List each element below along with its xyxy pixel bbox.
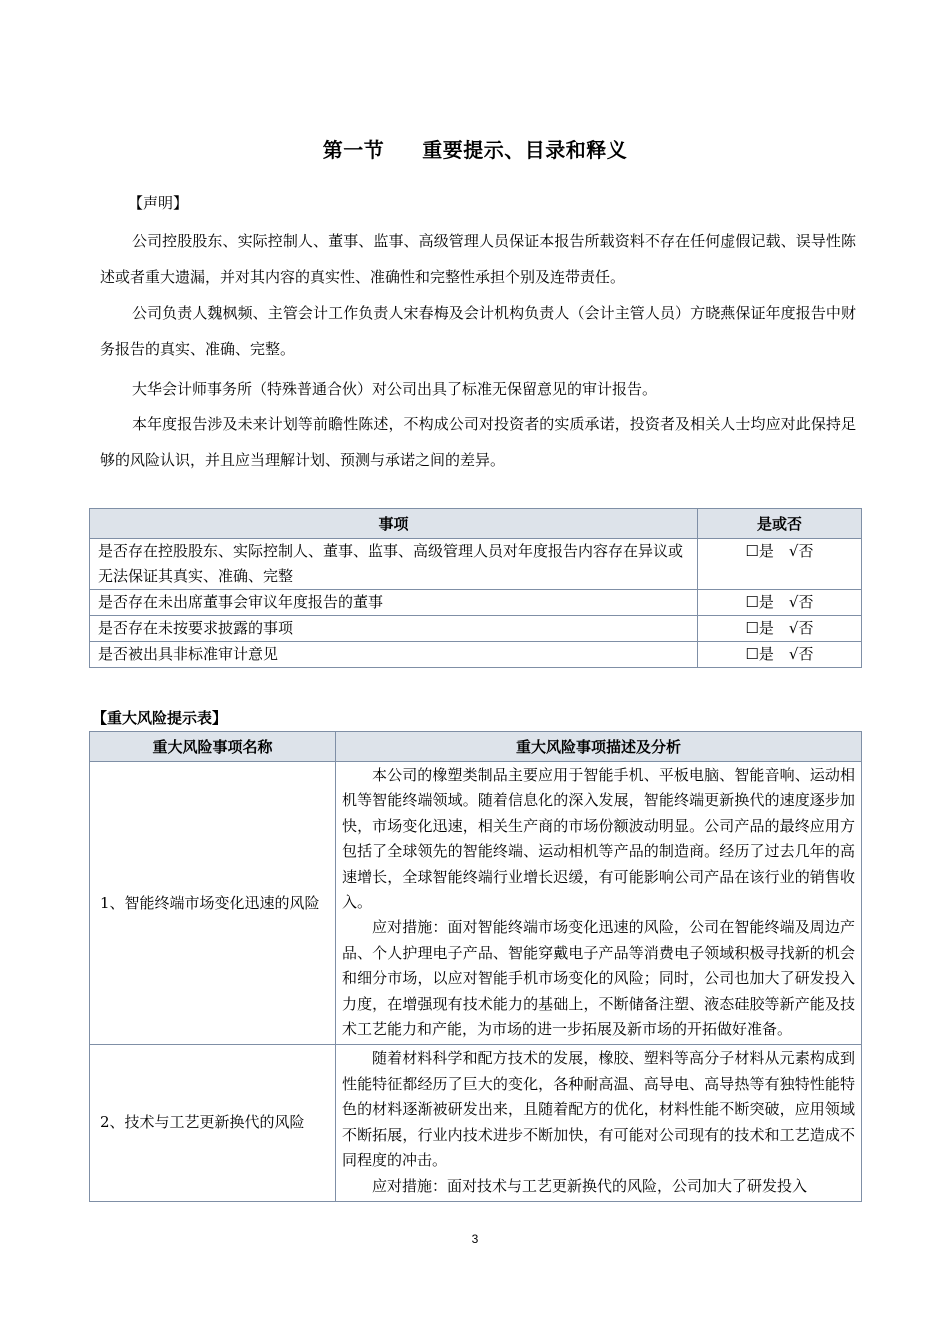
risk-table-heading: 【重大风险提示表】 [92, 709, 228, 727]
page-title [0, 134, 950, 163]
paragraph: 公司控股股东、实际控制人、董事、监事、高级管理人员保证本报告所载资料不存在任何虚假记载、误导性陈述或者重大遗漏，并对其内容的真实性、准确性和完整性承担个别及连带责任。 [100, 232, 856, 286]
matter-item: 是否被出具非标准审计意见 [90, 642, 698, 668]
matter-item: 是否存在未按要求披露的事项 [90, 616, 698, 642]
page-number: 3 [471, 1232, 479, 1246]
matter-answer: ☐是 √否 [698, 642, 862, 668]
table-row [90, 762, 862, 1045]
risk-response-paragraph: 应对措施：面对技术与工艺更新换代的风险，公司加大了研发投入 [372, 1176, 808, 1195]
risk-description-paragraph: 本公司的橡塑类制品主要应用于智能手机、平板电脑、智能音响、运动相机等智能终端领域。随着信息化的深入发展，智能终端更新换代的速度逐步加快，市场变化迅速，相关生产商的市场份额波动明显。公司产品的最终应用方包括了全球领先的智能终端、运动相机等产品的制造商。经历了过去几年的高速增长，全球智能终端行业增长迟缓，有可能影响公司产品在该行业的销售收入。 [342, 766, 855, 912]
paragraph: 公司负责人魏枫频、主管会计工作负责人宋春梅及会计机构负责人（会计主管人员）方晓燕保证年度报告中财务报告的真实、准确、完整。 [100, 304, 856, 358]
matter-item: 是否存在控股股东、实际控制人、董事、监事、高级管理人员对年度报告内容存在异议或无法保证其真实、准确、完整 [90, 539, 698, 590]
section-number: 第一节 [322, 138, 385, 162]
table-row [90, 590, 862, 616]
column-header: 重大风险事项名称 [90, 732, 336, 762]
matters-table [89, 508, 862, 668]
paragraph: 本年度报告涉及未来计划等前瞻性陈述，不构成公司对投资者的实质承诺，投资者及相关人士均应对此保持足够的风险认识，并且应当理解计划、预测与承诺之间的差异。 [100, 415, 856, 469]
table-row [90, 616, 862, 642]
risk-description-paragraph: 随着材料科学和配方技术的发展，橡胶、塑料等高分子材料从元素构成到性能特征都经历了巨大的变化，各种耐高温、高导电、高导热等有独特性能特色的材料逐渐被研发出来，且随着配方的优化，材料性能不断突破，应用领域不断拓展，行业内技术进步不断加快，有可能对公司现有的技术和工艺造成不同程度的冲击。 [342, 1049, 855, 1170]
risk-description [336, 1045, 862, 1201]
matter-item: 是否存在未出席董事会审议年度报告的董事 [90, 590, 698, 616]
matter-answer: ☐是 √否 [698, 590, 862, 616]
risk-name: 1、智能终端市场变化迅速的风险 [90, 762, 336, 1045]
table-header-row [90, 509, 862, 539]
column-header: 重大风险事项描述及分析 [336, 732, 862, 762]
matter-answer: ☐是 √否 [698, 539, 862, 590]
matter-answer: ☐是 √否 [698, 616, 862, 642]
column-header: 事项 [90, 509, 698, 539]
paragraph: 大华会计师事务所（特殊普通合伙）对公司出具了标准无保留意见的审计报告。 [132, 380, 658, 398]
table-row [90, 1045, 862, 1201]
table-header-row [90, 732, 862, 762]
column-header: 是或否 [698, 509, 862, 539]
risk-table [89, 731, 862, 1202]
risk-name: 2、技术与工艺更新换代的风险 [90, 1045, 336, 1201]
statement-heading: 【声明】 [128, 194, 189, 212]
table-row [90, 642, 862, 668]
risk-description [336, 762, 862, 1045]
risk-response-paragraph: 应对措施：面对智能终端市场变化迅速的风险，公司在智能终端及周边产品、个人护理电子产品、智能穿戴电子产品等消费电子领域积极寻找新的机会和细分市场，以应对智能手机市场变化的风险；同时，公司也加大了研发投入力度，在增强现有技术能力的基础上，不断储备注塑、液态硅胶等新产能及技术工艺能力和产能，为市场的进一步拓展及新市场的开拓做好准备。 [342, 918, 855, 1039]
section-name: 重要提示、目录和释义 [422, 138, 628, 162]
table-row [90, 539, 862, 590]
